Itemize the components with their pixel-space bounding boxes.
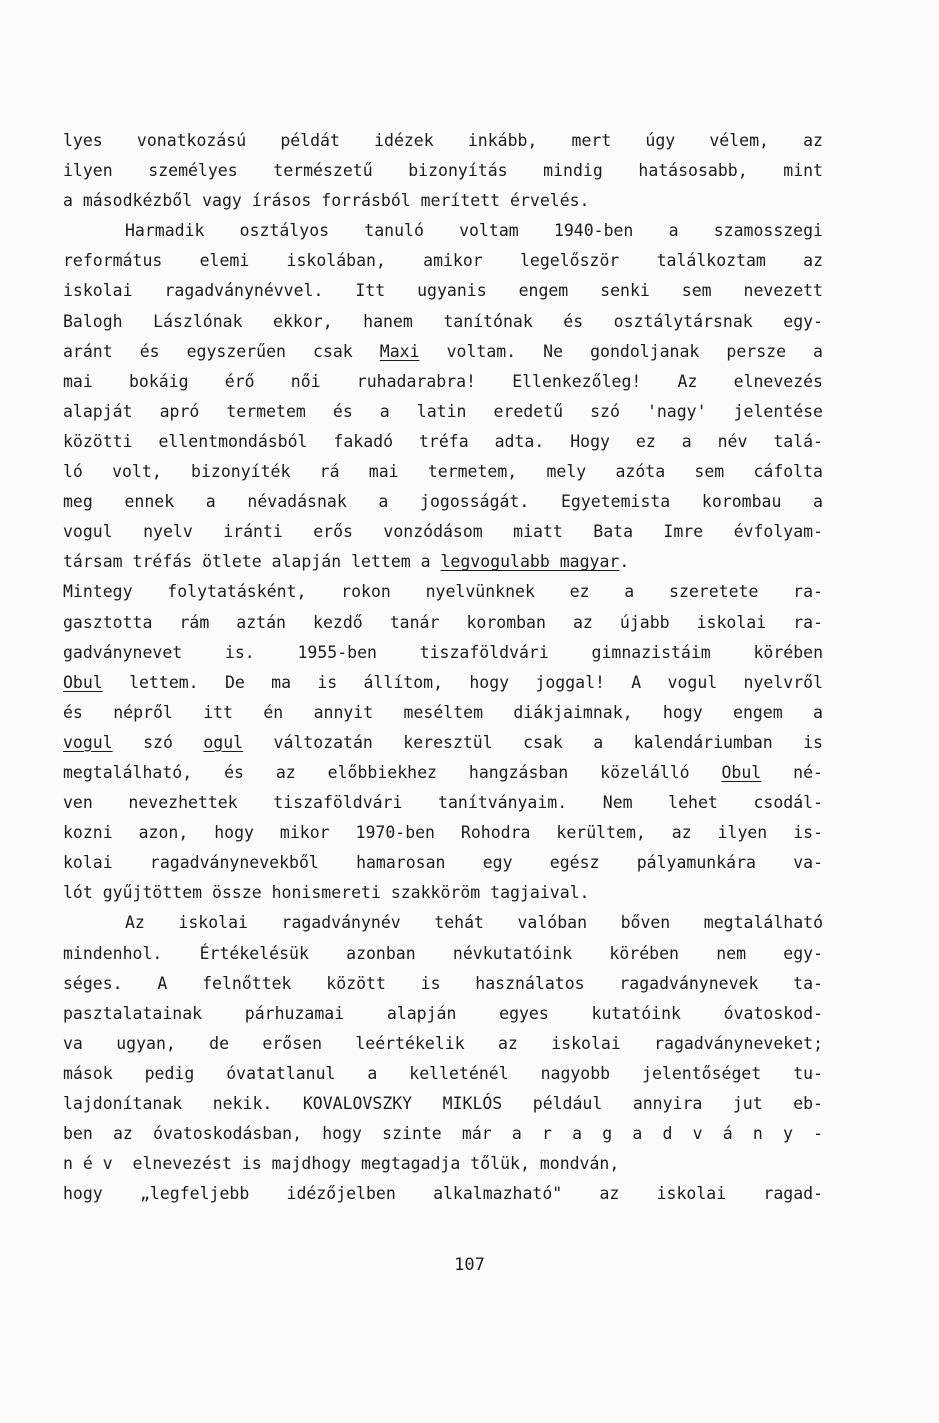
text-line: Harmadik osztályos tanuló voltam 1940-ben a szamosszegi — [125, 221, 823, 241]
text-line: gadványnevet is. 1955-ben tiszaföldvári gimnazistáim körében — [63, 642, 823, 662]
text-line: lót gyűjtöttem össze honismereti szakköröm tagjaival. — [63, 883, 590, 903]
text-line: közötti ellentmondásból fakadó tréfa adta. Hogy ez a név talá- — [63, 431, 823, 451]
text-line: kozni azon, hogy mikor 1970-ben Rohodra kerültem, az ilyen is- — [63, 823, 823, 843]
text-line: ilyen személyes természetű bizonyítás mindig hatásosabb, mint — [63, 161, 823, 181]
text-line: kolai ragadványnevekből hamarosan egy egész pályamunkára va- — [63, 853, 823, 873]
text-line: Mintegy folytatásként, rokon nyelvünknek ez a szeretete ra- — [63, 582, 823, 602]
page-number: 107 — [454, 1255, 485, 1275]
text-line: mai bokáig érő női ruhadarabra! Ellenkezőleg! Az elnevezés — [63, 371, 823, 391]
text-line: társam tréfás ötlete alapján lettem a legvogulabb magyar. — [63, 552, 630, 572]
text-line: meg ennek a névadásnak a jogosságát. Egyetemista korombau a — [63, 492, 823, 512]
text-line: séges. A felnőttek között is használatos ragadványnevek ta- — [63, 973, 823, 993]
text-line: ben az óvatoskodásban, hogy szinte már a r a g a d v á n y - — [63, 1124, 823, 1144]
text-line: Balogh Lászlónak ekkor, hanem tanítónak és osztálytársnak egy- — [63, 311, 823, 331]
text-line: iskolai ragadványnévvel. Itt ugyanis engem senki sem nevezett — [63, 281, 823, 301]
text-line: lajdonítanak nekik. KOVALOVSZKY MIKLÓS például annyira jut eb- — [63, 1094, 823, 1113]
text-line: va ugyan, de erősen leértékelik az iskolai ragadványneveket; — [63, 1033, 823, 1053]
text-line: megtalálható, és az előbbiekhez hangzásban közelálló Obul né- — [63, 762, 823, 782]
text-line: ven nevezhettek tiszaföldvári tanítványaim. Nem lehet csodál- — [63, 793, 823, 813]
text-line: a másodkézből vagy írásos forrásból merített érvelés. — [63, 191, 590, 211]
text-line: n é v elnevezést is majdhogy megtagadja tőlük, mondván, — [63, 1154, 620, 1174]
text-line: lyes vonatkozású példát idézek inkább, mert úgy vélem, az — [63, 131, 823, 150]
text-line: vogul szó ogul változatán keresztül csak a kalendáriumban is — [63, 732, 823, 752]
text-line: hogy „legfeljebb idézőjelben alkalmazható" az iskolai ragad- — [63, 1184, 823, 1204]
text-line: alapját apró termetem és a latin eredetű szó 'nagy' jelentése — [63, 401, 823, 421]
text-line: Az iskolai ragadványnév tehát valóban bőven megtalálható — [125, 913, 823, 933]
text-line: pasztalatainak párhuzamai alapján egyes kutatóink óvatoskod- — [63, 1003, 823, 1023]
text-line: és népről itt én annyit meséltem diákjaimnak, hogy engem a — [63, 702, 823, 722]
text-line: mindenhol. Értékelésük azonban névkutatóink körében nem egy- — [63, 943, 823, 963]
text-line: vogul nyelv iránti erős vonzódásom miatt Bata Imre évfolyam- — [63, 522, 823, 542]
text-line: gasztotta rám aztán kezdő tanár koromban az újabb iskolai ra- — [63, 612, 823, 632]
text-line: ló volt, bizonyíték rá mai termetem, mely azóta sem cáfolta — [63, 462, 823, 482]
body-text — [63, 126, 823, 1209]
text-line: Obul lettem. De ma is állítom, hogy joggal! A vogul nyelvről — [63, 672, 823, 692]
text-line: mások pedig óvatatlanul a kelleténél nagyobb jelentőséget tu- — [63, 1063, 823, 1083]
text-line: református elemi iskolában, amikor legelőször találkoztam az — [63, 251, 823, 271]
text-line: aránt és egyszerűen csak Maxi voltam. Ne gondoljanak persze a — [63, 341, 823, 361]
